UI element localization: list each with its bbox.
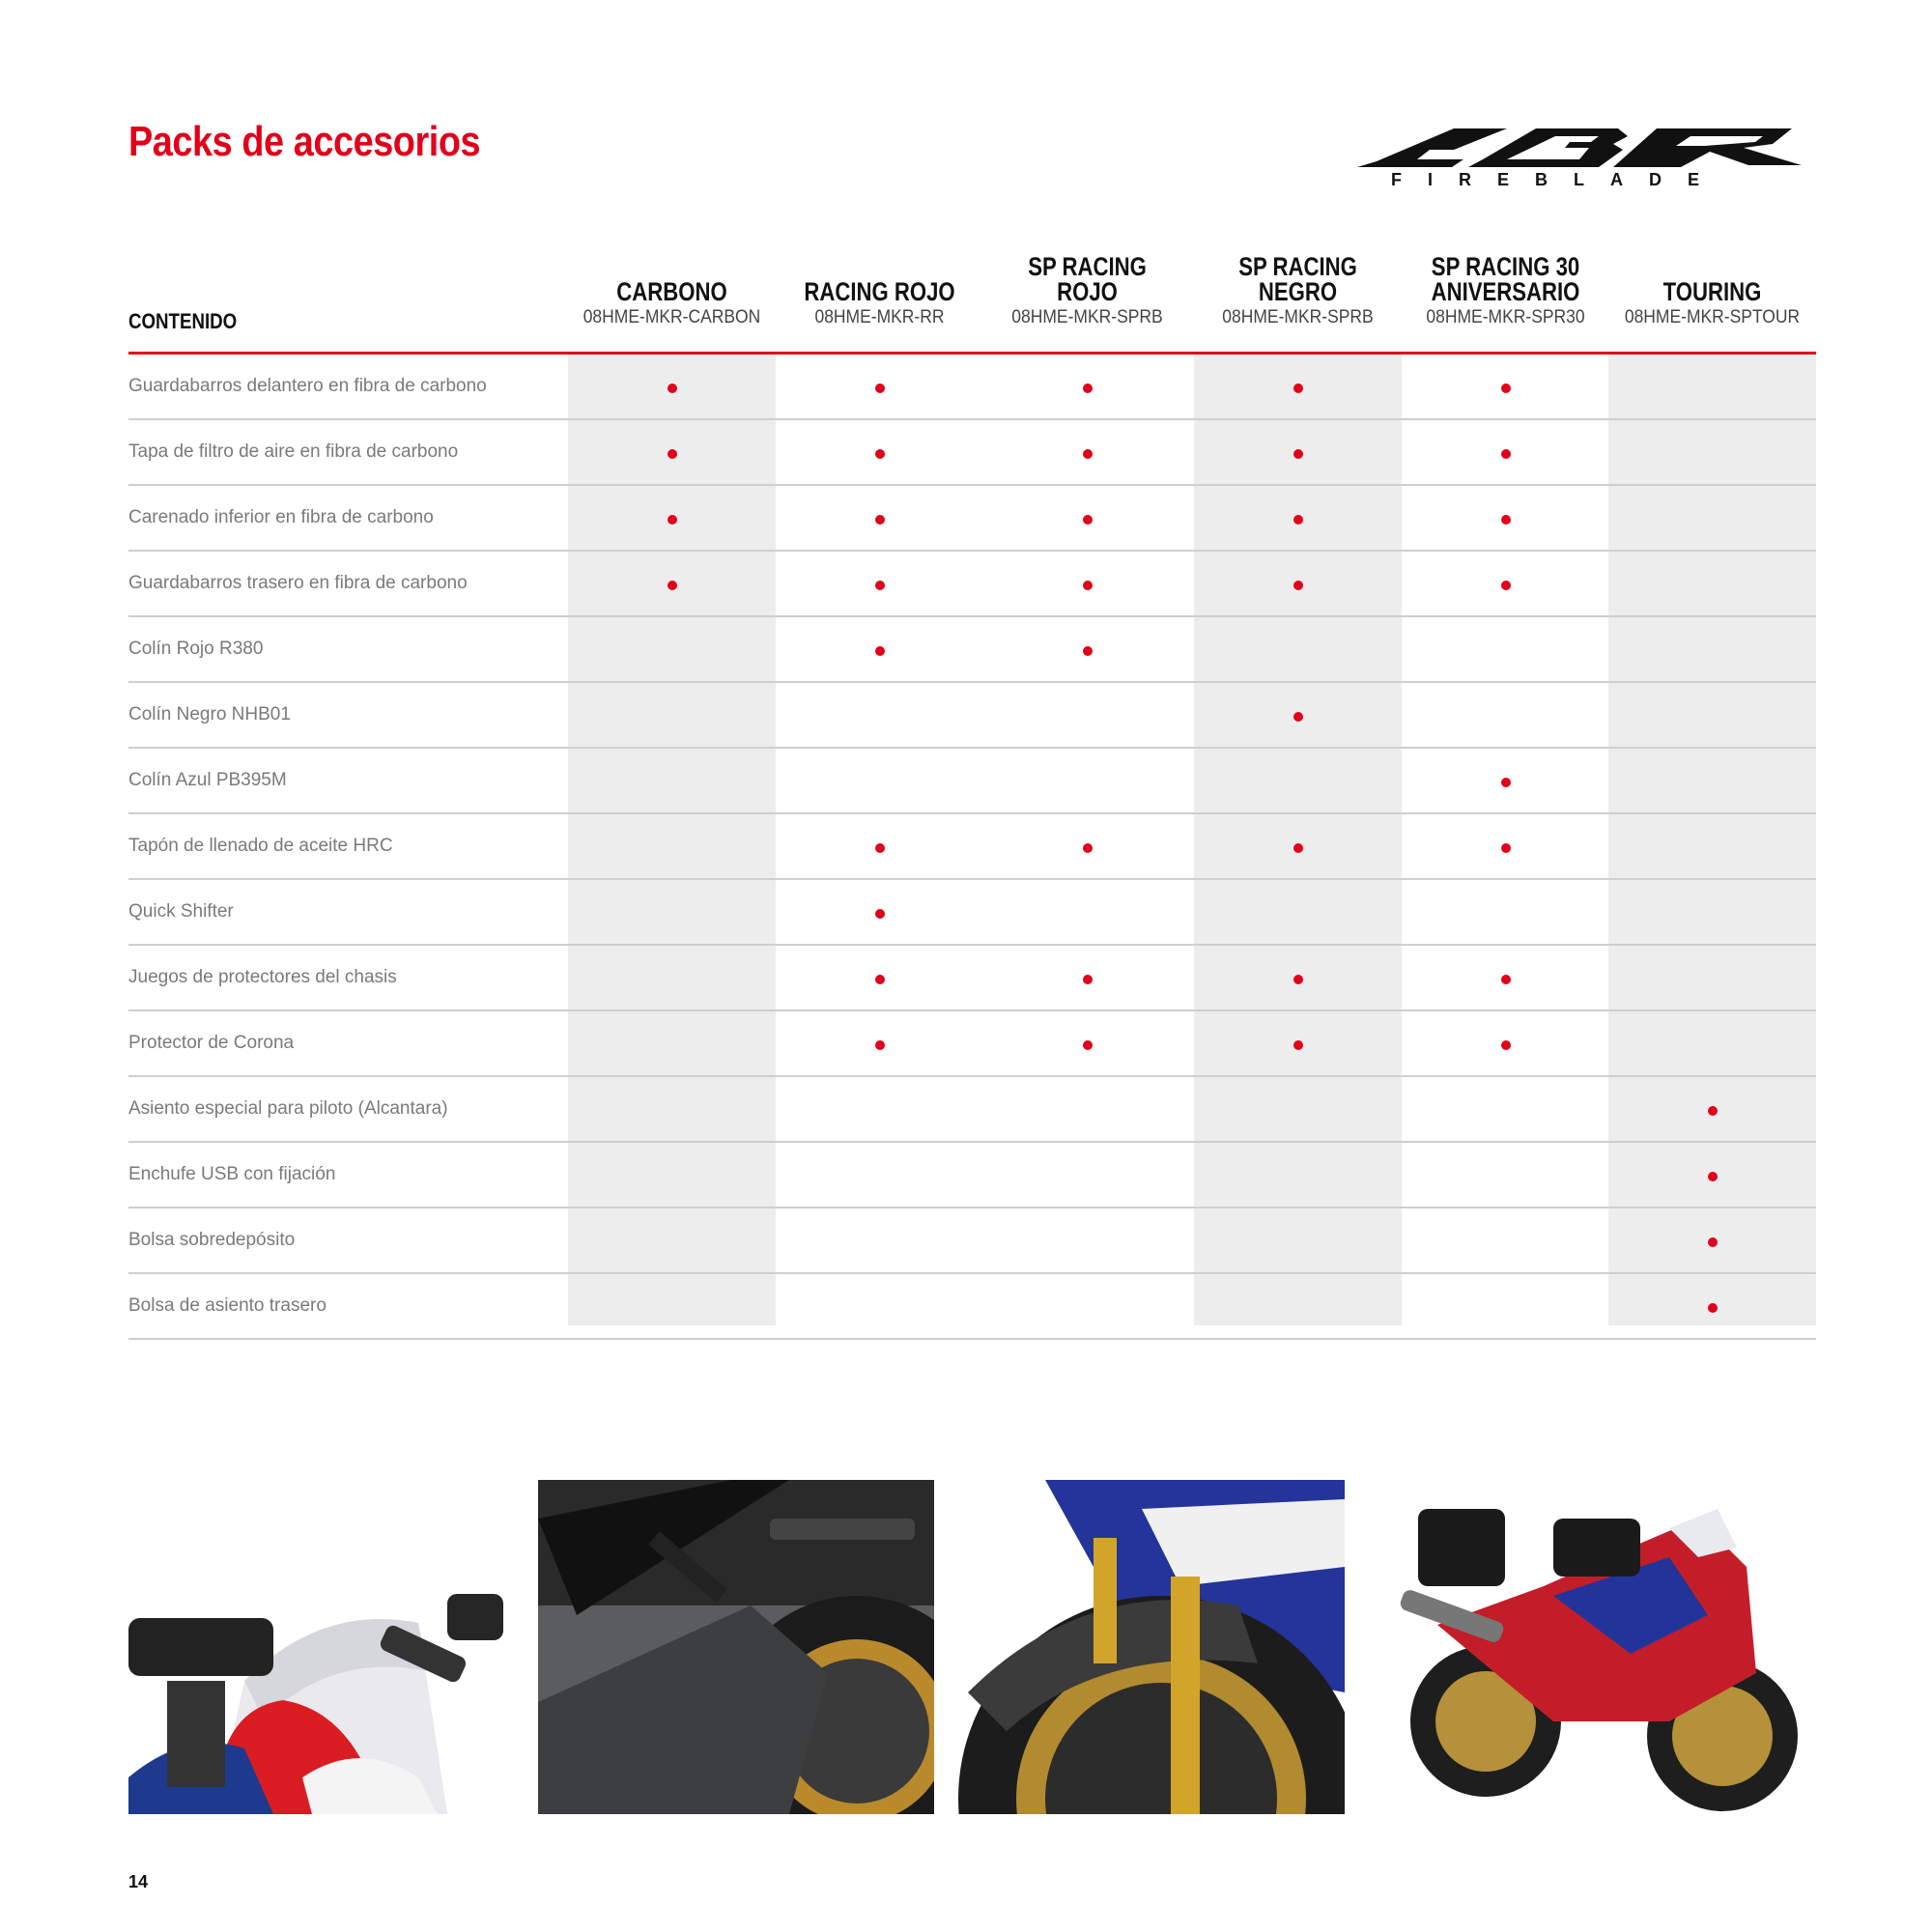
pack-code: 08HME-MKR-SPR30 bbox=[1426, 307, 1585, 327]
included-dot-icon bbox=[875, 909, 885, 919]
table-cell bbox=[568, 946, 776, 1009]
included-dot-icon bbox=[875, 975, 885, 984]
table-cell bbox=[776, 1011, 983, 1075]
table-row bbox=[128, 880, 1816, 946]
table-row bbox=[128, 1143, 1816, 1208]
included-dot-icon bbox=[1293, 843, 1303, 853]
table-row bbox=[128, 946, 1816, 1011]
table-body bbox=[128, 355, 1816, 1340]
table-row bbox=[128, 1011, 1816, 1077]
table-row bbox=[128, 1208, 1816, 1274]
included-dot-icon bbox=[1083, 646, 1093, 656]
table-cell bbox=[1194, 552, 1402, 615]
included-dot-icon bbox=[1501, 975, 1511, 984]
table-row bbox=[128, 1274, 1816, 1340]
table-cell bbox=[1194, 749, 1402, 812]
included-dot-icon bbox=[1083, 1040, 1093, 1050]
logo-subtext: FIREBLADE bbox=[1391, 170, 1725, 189]
photo-windscreen-mirrors bbox=[128, 1488, 517, 1814]
table-cell bbox=[776, 486, 983, 550]
table-cell bbox=[1402, 420, 1609, 484]
included-dot-icon bbox=[1293, 712, 1303, 722]
included-dot-icon bbox=[875, 449, 885, 459]
included-dot-icon bbox=[668, 449, 677, 459]
included-dot-icon bbox=[1083, 449, 1093, 459]
pack-code: 08HME-MKR-SPRB bbox=[1011, 307, 1163, 327]
included-dot-icon bbox=[875, 384, 885, 393]
included-dot-icon bbox=[1708, 1172, 1718, 1181]
row-label: Quick Shifter bbox=[128, 901, 234, 922]
included-dot-icon bbox=[1083, 581, 1093, 590]
pack-name: SP RACING ROJO bbox=[1028, 252, 1147, 306]
pack-code: 08HME-MKR-RR bbox=[814, 307, 945, 327]
table-cell bbox=[983, 683, 1191, 747]
included-dot-icon bbox=[1293, 1040, 1303, 1050]
table-header bbox=[128, 242, 1816, 355]
included-dot-icon bbox=[1708, 1106, 1718, 1116]
table-cell bbox=[1402, 880, 1609, 944]
table-cell bbox=[1608, 814, 1816, 878]
pack-name: SP RACING 30 ANIVERSARIO bbox=[1431, 252, 1580, 306]
pack-header-carbono bbox=[568, 242, 776, 355]
table-cell bbox=[1402, 946, 1609, 1009]
included-dot-icon bbox=[1293, 384, 1303, 393]
pack-header-sp-racing-30 bbox=[1402, 242, 1609, 355]
table-row bbox=[128, 617, 1816, 683]
table-cell bbox=[568, 749, 776, 812]
row-label: Carenado inferior en fibra de carbono bbox=[128, 507, 434, 527]
photo-front-fender-fork bbox=[949, 1480, 1345, 1814]
row-label: Protector de Corona bbox=[128, 1033, 295, 1053]
included-dot-icon bbox=[1293, 975, 1303, 984]
row-label: Asiento especial para piloto (Alcantara) bbox=[128, 1098, 448, 1119]
table-cell bbox=[1608, 486, 1816, 550]
page-title: Packs de accesorios bbox=[128, 118, 481, 165]
table-cell bbox=[983, 880, 1191, 944]
table-cell bbox=[1608, 355, 1816, 418]
table-cell bbox=[1194, 814, 1402, 878]
table-cell bbox=[776, 420, 983, 484]
table-cell bbox=[568, 1011, 776, 1075]
table-cell bbox=[1194, 683, 1402, 747]
included-dot-icon bbox=[1083, 975, 1093, 984]
included-dot-icon bbox=[1501, 515, 1511, 525]
table-cell bbox=[568, 552, 776, 615]
table-cell bbox=[568, 1208, 776, 1272]
table-cell bbox=[776, 946, 983, 1009]
included-dot-icon bbox=[668, 515, 677, 525]
pack-name: TOURING bbox=[1662, 277, 1762, 306]
included-dot-icon bbox=[1293, 581, 1303, 590]
table-cell bbox=[568, 1143, 776, 1207]
table-cell bbox=[776, 1274, 983, 1338]
table-row bbox=[128, 486, 1816, 552]
table-cell bbox=[1402, 1011, 1609, 1075]
table-cell bbox=[568, 617, 776, 681]
pack-code: 08HME-MKR-SPTOUR bbox=[1624, 307, 1801, 327]
row-label: Colín Negro NHB01 bbox=[128, 704, 291, 724]
row-label: Bolsa de asiento trasero bbox=[128, 1295, 327, 1316]
included-dot-icon bbox=[875, 1040, 885, 1050]
table-cell bbox=[1608, 1274, 1816, 1338]
table-cell bbox=[1608, 1143, 1816, 1207]
table-cell bbox=[1402, 1208, 1609, 1272]
row-label: Colín Rojo R380 bbox=[128, 639, 264, 659]
pack-name: CARBONO bbox=[616, 277, 727, 306]
table-cell bbox=[1402, 1077, 1609, 1141]
table-cell bbox=[1608, 420, 1816, 484]
table-cell bbox=[983, 1208, 1191, 1272]
table-cell bbox=[983, 1011, 1191, 1075]
table-cell bbox=[1194, 617, 1402, 681]
table-cell bbox=[1194, 1011, 1402, 1075]
table-cell bbox=[1608, 1077, 1816, 1141]
included-dot-icon bbox=[1501, 449, 1511, 459]
included-dot-icon bbox=[1083, 515, 1093, 525]
table-cell bbox=[1194, 1208, 1402, 1272]
table-cell bbox=[1608, 1011, 1816, 1075]
table-row bbox=[128, 683, 1816, 749]
table-cell bbox=[568, 486, 776, 550]
table-cell bbox=[983, 552, 1191, 615]
included-dot-icon bbox=[1501, 1040, 1511, 1050]
table-cell bbox=[983, 355, 1191, 418]
table-cell bbox=[1402, 1143, 1609, 1207]
pack-name: SP RACING NEGRO bbox=[1238, 252, 1357, 306]
table-cell bbox=[568, 814, 776, 878]
table-row bbox=[128, 552, 1816, 617]
table-cell bbox=[1608, 880, 1816, 944]
table-cell bbox=[983, 1274, 1191, 1338]
row-label: Juegos de protectores del chasis bbox=[128, 967, 397, 987]
table-cell bbox=[983, 617, 1191, 681]
photo-touring-motorcycle bbox=[1379, 1480, 1816, 1828]
table-cell bbox=[1402, 355, 1609, 418]
table-cell bbox=[1194, 486, 1402, 550]
table-cell bbox=[1402, 617, 1609, 681]
table-cell bbox=[776, 1208, 983, 1272]
table-cell bbox=[1402, 1274, 1609, 1338]
table-cell bbox=[983, 1143, 1191, 1207]
row-label: Bolsa sobredepósito bbox=[128, 1230, 296, 1250]
included-dot-icon bbox=[1501, 384, 1511, 393]
table-cell bbox=[1608, 552, 1816, 615]
table-row bbox=[128, 1077, 1816, 1143]
table-cell bbox=[1194, 1143, 1402, 1207]
pack-code: 08HME-MKR-SPRB bbox=[1222, 307, 1374, 327]
pack-name: RACING ROJO bbox=[804, 277, 955, 306]
included-dot-icon bbox=[1293, 515, 1303, 525]
table-cell bbox=[1194, 946, 1402, 1009]
table-cell bbox=[568, 1274, 776, 1338]
row-label: Guardabarros delantero en fibra de carbono bbox=[128, 376, 487, 396]
row-label: Guardabarros trasero en fibra de carbono bbox=[128, 573, 468, 593]
table-cell bbox=[1608, 946, 1816, 1009]
table-cell bbox=[776, 880, 983, 944]
table-cell bbox=[776, 552, 983, 615]
table-row bbox=[128, 749, 1816, 814]
pack-header-racing-rojo bbox=[776, 242, 983, 355]
included-dot-icon bbox=[875, 581, 885, 590]
table-cell bbox=[1608, 749, 1816, 812]
table-cell bbox=[1402, 683, 1609, 747]
row-label: Tapón de llenado de aceite HRC bbox=[128, 836, 393, 856]
table-cell bbox=[983, 946, 1191, 1009]
table-cell bbox=[1608, 617, 1816, 681]
table-cell bbox=[776, 355, 983, 418]
table-cell bbox=[568, 683, 776, 747]
table-cell bbox=[1194, 1274, 1402, 1338]
table-cell bbox=[1608, 1208, 1816, 1272]
row-label: Tapa de filtro de aire en fibra de carbono bbox=[128, 441, 459, 462]
table-cell bbox=[983, 749, 1191, 812]
included-dot-icon bbox=[1293, 449, 1303, 459]
included-dot-icon bbox=[1083, 843, 1093, 853]
table-cell bbox=[983, 814, 1191, 878]
page-number: 14 bbox=[128, 1872, 149, 1891]
included-dot-icon bbox=[1708, 1303, 1718, 1313]
table-cell bbox=[1194, 420, 1402, 484]
table-cell bbox=[776, 683, 983, 747]
table-cell bbox=[568, 880, 776, 944]
table-cell bbox=[1402, 814, 1609, 878]
table-cell bbox=[1402, 749, 1609, 812]
table-cell bbox=[983, 420, 1191, 484]
pack-header-sp-racing-negro bbox=[1194, 242, 1402, 355]
table-cell bbox=[1194, 880, 1402, 944]
table-cell bbox=[1608, 683, 1816, 747]
included-dot-icon bbox=[668, 384, 677, 393]
table-cell bbox=[776, 1077, 983, 1141]
table-cell bbox=[776, 617, 983, 681]
table-cell bbox=[776, 749, 983, 812]
table-cell bbox=[983, 1077, 1191, 1141]
contenido-header: CONTENIDO bbox=[128, 309, 238, 333]
pack-header-touring bbox=[1608, 242, 1816, 355]
table-row bbox=[128, 814, 1816, 880]
row-label: Colín Azul PB395M bbox=[128, 770, 287, 790]
table-cell bbox=[1194, 355, 1402, 418]
table-cell bbox=[983, 486, 1191, 550]
included-dot-icon bbox=[1501, 581, 1511, 590]
table-cell bbox=[568, 420, 776, 484]
included-dot-icon bbox=[1083, 384, 1093, 393]
table-cell bbox=[568, 355, 776, 418]
row-label: Enchufe USB con fijación bbox=[128, 1164, 336, 1184]
table-cell bbox=[1194, 1077, 1402, 1141]
table-cell bbox=[568, 1077, 776, 1141]
table-row bbox=[128, 420, 1816, 486]
table-cell bbox=[776, 814, 983, 878]
pack-header-sp-racing-rojo bbox=[983, 242, 1191, 355]
photo-rear-fender-swingarm bbox=[538, 1480, 934, 1814]
included-dot-icon bbox=[875, 646, 885, 656]
table-row bbox=[128, 355, 1816, 420]
included-dot-icon bbox=[668, 581, 677, 590]
included-dot-icon bbox=[1501, 778, 1511, 787]
table-cell bbox=[1402, 552, 1609, 615]
included-dot-icon bbox=[875, 843, 885, 853]
included-dot-icon bbox=[1501, 843, 1511, 853]
included-dot-icon bbox=[1708, 1237, 1718, 1247]
table-cell bbox=[776, 1143, 983, 1207]
pack-code: 08HME-MKR-CARBON bbox=[582, 307, 761, 327]
included-dot-icon bbox=[875, 515, 885, 525]
table-cell bbox=[1402, 486, 1609, 550]
